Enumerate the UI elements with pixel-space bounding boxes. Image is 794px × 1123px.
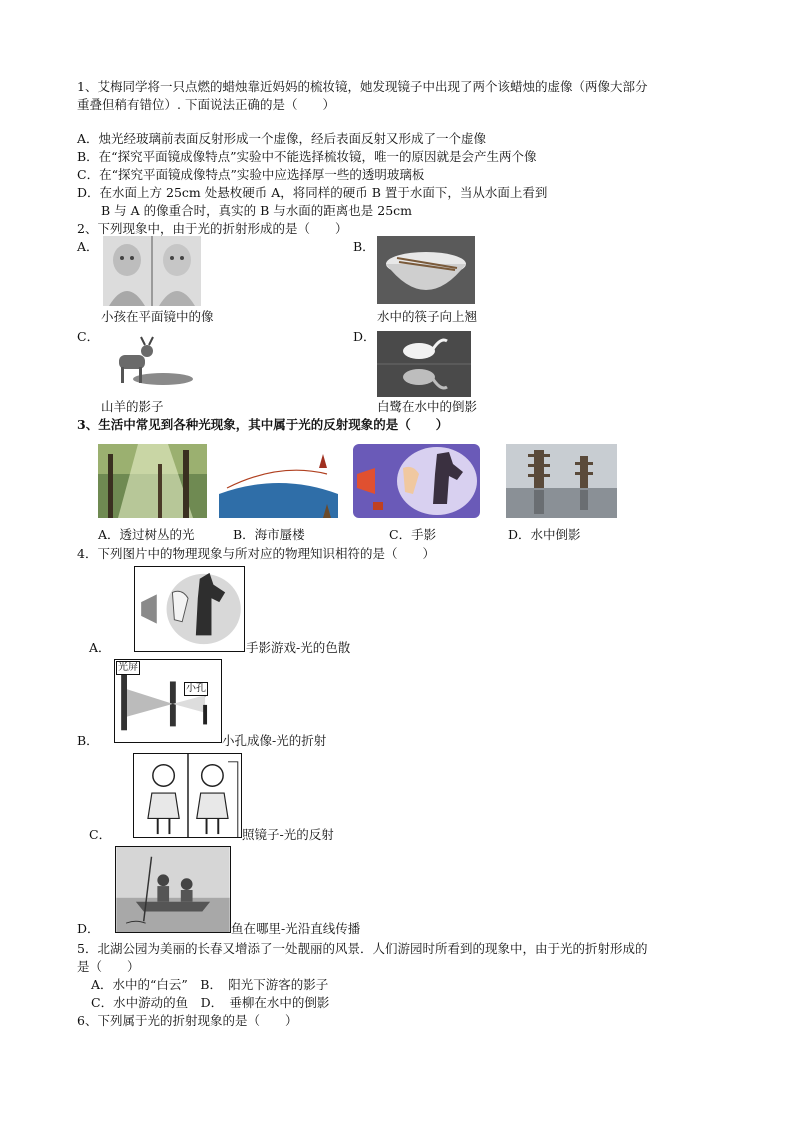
q1-stem-line1: 1、艾梅同学将一只点燃的蜡烛靠近妈妈的梳妆镜，她发现镜子中出现了两个该蜡烛的虚像（两像大部分 <box>77 79 648 94</box>
q5-options-c-d: C．水中游动的鱼 D． 垂柳在水中的倒影 <box>91 995 330 1010</box>
q2-option-c-caption: 山羊的影子 <box>101 399 164 414</box>
q4-option-c-text: 照镜子-光的反射 <box>242 827 334 842</box>
q2-stem: 2、下列现象中，由于光的折射形成的是（ ） <box>77 221 348 236</box>
q4-option-b-letter: B． <box>77 733 99 748</box>
q4-option-d-text: 鱼在哪里-光沿直线传播 <box>231 921 361 936</box>
q3-d-pagoda-reflection-image <box>506 444 617 518</box>
q1-option-d-line1: D．在水面上方 25cm 处悬枚硬币 A，将同样的硬币 B 置于水面下，当从水面上看到 <box>77 185 548 200</box>
q4-stem: 4．下列图片中的物理现象与所对应的物理知识相符的是（ ） <box>77 546 435 561</box>
q4-option-d-letter: D． <box>77 921 100 936</box>
q2-option-b-letter: B． <box>353 239 375 254</box>
q2-c-goat-shadow-image <box>101 335 195 395</box>
q3-option-a: A．透过树丛的光 <box>98 527 195 542</box>
q3-stem: 3、生活中常见到各种光现象，其中属于光的反射现象的是（ ） <box>77 417 449 432</box>
q2-option-d-letter: D． <box>353 329 376 344</box>
q4-option-b-text: 小孔成像-光的折射 <box>222 733 327 748</box>
q2-a-baby-mirror-image <box>103 236 201 306</box>
q4-b-label-pinhole: 小孔 <box>186 683 206 694</box>
q2-option-b-caption: 水中的筷子向上翘 <box>377 309 478 324</box>
q4-a-hand-shadow-image <box>134 566 245 652</box>
q4-option-a-letter: A． <box>89 640 111 655</box>
q4-d-fishing-boat-image <box>115 846 231 933</box>
q2-option-d-caption: 白鹭在水中的倒影 <box>377 399 478 414</box>
q2-option-a-caption: 小孩在平面镜中的像 <box>101 309 214 324</box>
q5-options-a-b: A．水中的“白云” B． 阳光下游客的影子 <box>91 977 329 992</box>
q2-option-c-letter: C． <box>77 329 100 344</box>
q3-option-c: C．手影 <box>389 527 437 542</box>
q4-option-a-text: 手影游戏-光的色散 <box>246 640 351 655</box>
q5-stem-line2: 是（ ） <box>77 959 140 974</box>
q2-b-chopsticks-bowl-image <box>377 236 475 304</box>
q4-c-mirror-girls-image <box>133 753 242 838</box>
q3-b-mirage-image <box>219 444 338 518</box>
q3-a-forest-light-image <box>98 444 207 518</box>
q3-option-d: D．水中倒影 <box>508 527 581 542</box>
q6-stem: 6、下列属于光的折射现象的是（ ） <box>77 1013 298 1028</box>
q3-c-hand-shadow-image <box>353 444 480 518</box>
q1-option-b: B．在“探究平面镜成像特点”实验中不能选择梳妆镜，唯一的原因就是会产生两个像 <box>77 149 537 164</box>
q1-option-a: A．烛光经玻璃前表面反射形成一个虚像，经后表面反射又形成了一个虚像 <box>77 131 487 146</box>
q1-option-c: C．在“探究平面镜成像特点”实验中应选择厚一些的透明玻璃板 <box>77 167 425 182</box>
q2-option-a-letter: A． <box>77 239 99 254</box>
q2-d-egret-reflection-image <box>377 331 471 397</box>
q5-stem-line1: 5．北湖公园为美丽的长春又增添了一处靓丽的风景．人们游园时所看到的现象中，由于光的折射形成的 <box>77 941 648 956</box>
q4-option-c-letter: C． <box>89 827 112 842</box>
q1-stem-line2: 重叠但稍有错位）. 下面说法正确的是（ ） <box>77 97 335 112</box>
q3-option-b: B．海市蜃楼 <box>233 527 305 542</box>
q4-b-label-screen: 光屏 <box>118 662 138 673</box>
q1-option-d-line2: B 与 A 的像重合时，真实的 B 与水面的距离也是 25cm <box>101 203 412 218</box>
